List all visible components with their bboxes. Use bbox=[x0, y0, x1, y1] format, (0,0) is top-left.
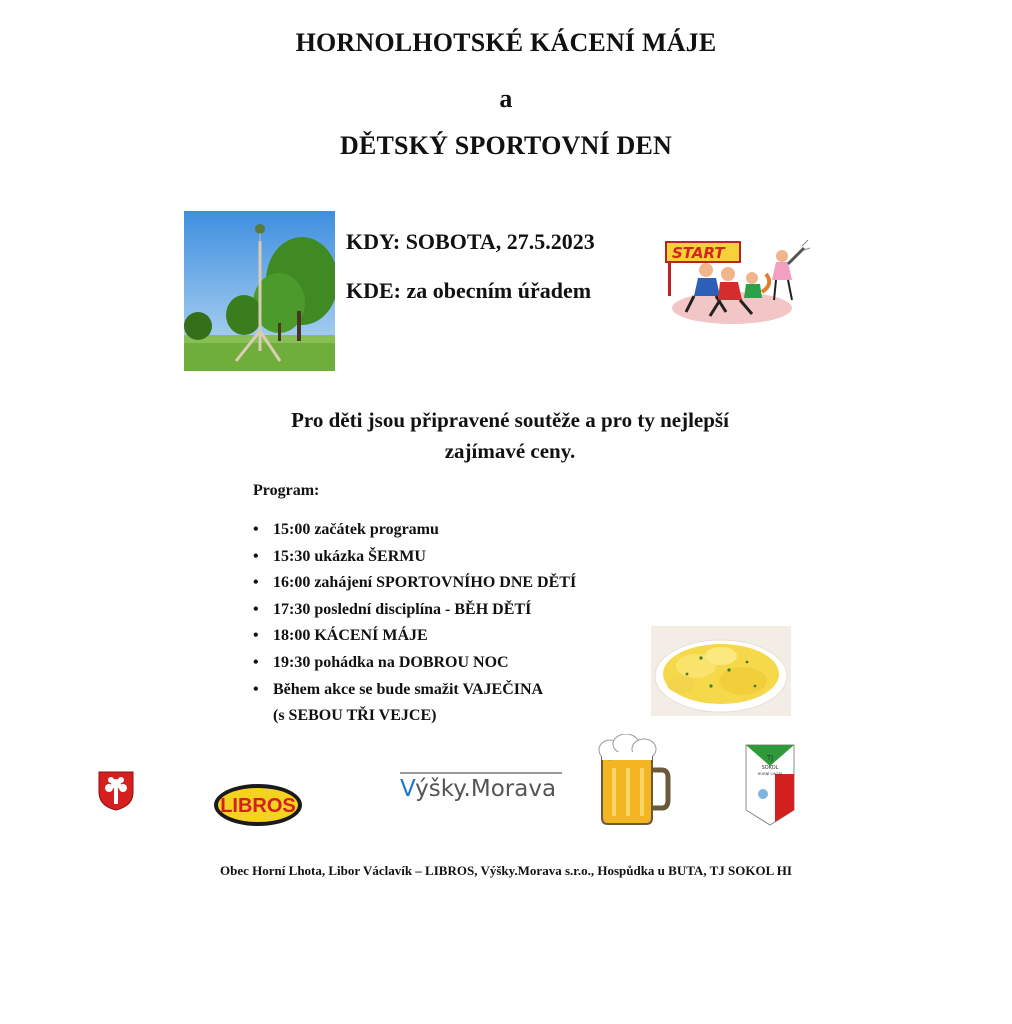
program-item: • 18:00 KÁCENÍ MÁJE bbox=[253, 623, 643, 650]
event-date: KDY: SOBOTA, 27.5.2023 bbox=[346, 229, 595, 254]
event-location: KDE: za obecním úřadem bbox=[346, 278, 592, 303]
sponsors-footer: Obec Horní Lhota, Libor Václavík – LIBROS, Výšky.Morava s.r.o., Hospůdka u BUTA, TJ SOKOL HI bbox=[220, 863, 792, 878]
libros-logo bbox=[213, 782, 306, 828]
sokol-top-text: TJ bbox=[766, 754, 774, 762]
program-item: • 19:30 pohádka na DOBROU NOC bbox=[253, 650, 643, 677]
maypole-photo bbox=[184, 211, 335, 371]
vysky-morava-logo bbox=[400, 772, 562, 806]
beer-mug-icon bbox=[596, 734, 672, 826]
program-item: • 17:30 poslední disciplína - BĚH DĚTÍ bbox=[253, 597, 643, 624]
scrambled-eggs-photo bbox=[651, 626, 791, 716]
program-item: • 15:00 začátek programu bbox=[253, 517, 643, 544]
lead-text: Pro děti jsou připravené soutěže a pro ty nejlepší zajímavé ceny. bbox=[291, 408, 729, 463]
start-sign-text: START bbox=[672, 244, 725, 262]
program-item: • Během akce se bude smažit VAJEČINA (s SEBOU TŘI VEJCE) bbox=[253, 677, 643, 730]
title-line-1: HORNOLHOTSKÉ KÁCENÍ MÁJE bbox=[295, 28, 717, 57]
program-item: • 15:30 ukázka ŠERMU bbox=[253, 544, 643, 571]
tj-sokol-pennant-icon bbox=[745, 744, 795, 826]
start-race-illustration bbox=[664, 234, 810, 326]
program-list bbox=[253, 517, 643, 730]
vysky-logo-text: ýšky.Morava bbox=[415, 776, 557, 802]
sokol-name-text: SOKOL bbox=[761, 765, 779, 771]
title-line-3: DĚTSKÝ SPORTOVNÍ DEN bbox=[339, 131, 672, 160]
sokol-place-text: HORNÍ LHOTA bbox=[757, 772, 783, 776]
horni-lhota-coat-of-arms-icon bbox=[97, 770, 135, 812]
libros-logo-text: LIBROS bbox=[220, 795, 296, 817]
vysky-logo-v: V bbox=[400, 776, 416, 802]
title-line-2: a bbox=[499, 84, 513, 113]
program-label: Program: bbox=[253, 482, 320, 499]
program-item: • 16:00 zahájení SPORTOVNÍHO DNE DĚTÍ bbox=[253, 570, 643, 597]
